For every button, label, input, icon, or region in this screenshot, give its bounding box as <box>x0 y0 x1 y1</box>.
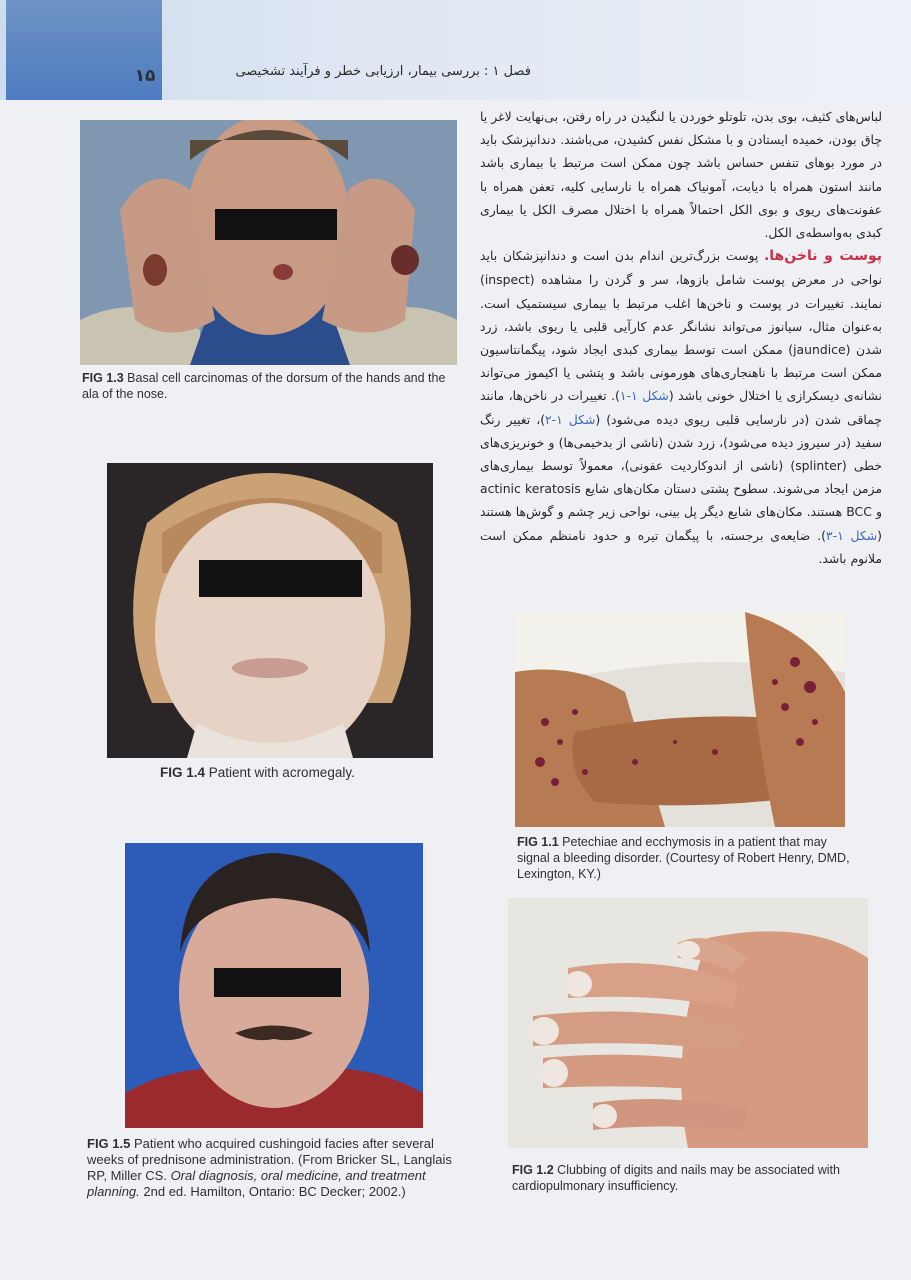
fig-1-5-text-b: 2nd ed. Hamilton, Ontario: BC Decker; 2002.) <box>139 1184 406 1199</box>
figure-reference-1[interactable]: شکل ۱-۱ <box>619 388 669 404</box>
paragraph-2-part-b: ). تغییرات در ناخن‌ها، مانند چماقی شدن (در نارسایی قلبی ریوی دیده می‌شود) ( <box>480 388 882 427</box>
fig-1-1-photo <box>515 612 845 827</box>
fig-1-4-caption <box>160 765 460 781</box>
figure-reference-3[interactable]: شکل ۱-۳ <box>825 527 878 543</box>
section-heading: پوست و ناخن‌ها. <box>763 248 882 265</box>
fig-1-4-label: FIG 1.4 <box>160 765 206 780</box>
paragraph-2-part-c: )، تغییر رنگ سفید (در سیروز دیده می‌شود)، زرد شدن (ناشی از بدخیمی‌ها) و خونریزی‌های خطی (splinter) (ناشی از اندوکاردیت عفونی)، معمولاً توسط بیماری‌های مزمن ایجاد می‌شوند. سطوح پشتی دستان مکان‌های شایع actinic keratosis و BCC هستند. مکان‌های شایع دیگر پل بینی، نواحی زیر چشم و گوش‌ها هستند ( <box>480 411 882 543</box>
paragraph-2-part-d: ). ضایعه‌ی برجسته، با پیگمان تیره و حدود نامنظم ممکن است ملانوم باشد. <box>480 527 882 566</box>
fig-1-1-label: FIG 1.1 <box>517 835 559 849</box>
page-number: ۱۵ <box>134 66 156 86</box>
fig-1-4-photo <box>107 463 433 758</box>
fig-1-5-italic-title: Oral diagnosis, oral medicine, and treatment planning. <box>87 1168 426 1199</box>
page-header <box>0 0 911 100</box>
paragraph-2 <box>480 244 882 570</box>
fig-1-5-label: FIG 1.5 <box>87 1136 131 1151</box>
fig-1-3-photo <box>80 120 457 365</box>
fig-1-1-caption <box>517 834 857 882</box>
figure-reference-2[interactable]: شکل ۱-۲ <box>545 411 596 427</box>
fig-1-3-caption <box>82 370 462 402</box>
fig-1-2-text: Clubbing of digits and nails may be associated with cardiopulmonary insufficiency. <box>512 1163 840 1193</box>
fig-1-4-text: Patient with acromegaly. <box>205 765 355 780</box>
fig-1-5-photo <box>125 843 423 1128</box>
fig-1-5-text-a: Patient who acquired cushingoid facies after several weeks of prednisone administration. (From Bricker SL, Langlais RP, Miller CS. <box>87 1136 452 1183</box>
chapter-title: فصل ۱ : بررسی بیمار، ارزیابی خطر و فرآیند تشخیصی <box>235 64 531 79</box>
fig-1-3-label: FIG 1.3 <box>82 371 124 385</box>
fig-1-5-caption <box>87 1136 472 1200</box>
fig-1-2-label: FIG 1.2 <box>512 1163 554 1177</box>
paragraph-2-part-a: پوست بزرگ‌ترین اندام بدن است و دندانپزشکان باید نواحی در معرض پوست شامل بازوها، سر و گردن را مشاهده (inspect) نمایند. تغییرات در پوست و ناخن‌ها اغلب مرتبط با بیماری سیستمیک است. به‌عنوان مثال، سیانوز می‌تواند نشانگر عدم کارآیی قلبی یا ریوی باشد، زرد شدن (jaundice) ممکن است توسط بیماری کبدی ایجاد شود، پیگمانتاسیون ممکن است مرتبط با ناهنجاری‌های هورمونی باشد و پتشی یا اکیموز می‌تواند نشانه‌ی دیسکرازی یا اختلال خونی باشد ( <box>480 248 882 404</box>
fig-1-3-text: Basal cell carcinomas of the dorsum of the hands and the ala of the nose. <box>82 371 446 401</box>
body-text <box>480 105 882 570</box>
fig-1-2-photo <box>508 898 868 1148</box>
paragraph-1: لباس‌های کثیف، بوی بدن، تلوتلو خوردن یا لنگیدن در راه رفتن، بی‌نهایت لاغر یا چاق بودن، خمیده ایستادن و با مشکل نفس کشیدن، می‌باشند. دندانپزشک باید در مورد بوهای تنفس حساس باشد چون ممکن است مرتبط با بیماری باشد مانند استون همراه با دیابت، آمونیاک همراه با نارسایی کلیه، تعفن همراه با عفونت‌های ریوی و بوی الکل احتمالاً همراه با اختلال مصرف الکل یا بیماری کبدی به‌واسطه‌ی الکل. <box>480 109 882 241</box>
fig-1-1-text: Petechiae and ecchymosis in a patient that may signal a bleeding disorder. (Courtesy of Robert Henry, DMD, Lexington, KY.) <box>517 835 850 881</box>
fig-1-2-caption <box>512 1162 877 1194</box>
